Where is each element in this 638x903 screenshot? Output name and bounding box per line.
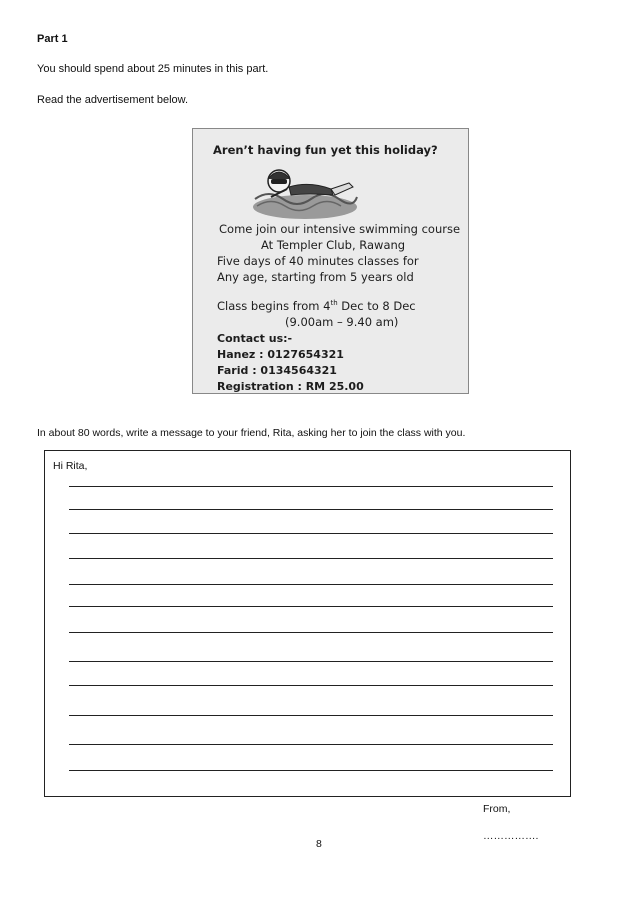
task-instruction: In about 80 words, write a message to your friend, Rita, asking her to join the class with you. bbox=[37, 427, 466, 439]
instruction-time: You should spend about 25 minutes in this part. bbox=[37, 63, 269, 75]
class-begin-text: Class begins from 4 bbox=[217, 299, 331, 313]
advert-contact-label: Contact us:- bbox=[217, 332, 293, 345]
signoff-from: From, bbox=[483, 803, 511, 815]
instruction-read: Read the advertisement below. bbox=[37, 94, 189, 106]
advert-class-dates bbox=[217, 299, 416, 313]
writing-line bbox=[69, 685, 553, 686]
writing-line bbox=[69, 632, 553, 633]
writing-line bbox=[69, 744, 553, 745]
writing-line bbox=[69, 606, 553, 607]
advertisement bbox=[192, 128, 469, 394]
class-begin-sup: th bbox=[330, 299, 338, 308]
advert-line-2: At Templer Club, Rawang bbox=[261, 238, 406, 252]
advert-headline: Aren’t having fun yet this holiday? bbox=[213, 143, 438, 157]
advert-line-3: Five days of 40 minutes classes for bbox=[217, 254, 419, 268]
swimmer-cartoon-icon bbox=[249, 159, 359, 221]
writing-line bbox=[69, 584, 553, 585]
class-begin-post: Dec to 8 Dec bbox=[337, 299, 416, 313]
writing-box[interactable] bbox=[44, 450, 571, 797]
writing-line bbox=[69, 486, 553, 487]
advert-line-1: Come join our intensive swimming course bbox=[219, 222, 461, 236]
signoff-dots: ……………. bbox=[483, 830, 539, 842]
writing-line bbox=[69, 715, 553, 716]
advert-contact-hanez: Hanez : 0127654321 bbox=[217, 348, 344, 361]
advert-registration: Registration : RM 25.00 bbox=[217, 380, 364, 393]
writing-line bbox=[69, 533, 553, 534]
writing-line bbox=[69, 509, 553, 510]
writing-line bbox=[69, 770, 553, 771]
advert-contact-farid: Farid : 0134564321 bbox=[217, 364, 337, 377]
page-number: 8 bbox=[316, 838, 322, 850]
advert-line-4: Any age, starting from 5 years old bbox=[217, 270, 414, 284]
advert-class-time: (9.00am – 9.40 am) bbox=[285, 315, 399, 329]
writing-line bbox=[69, 661, 553, 662]
part-heading: Part 1 bbox=[37, 33, 68, 45]
writing-line bbox=[69, 558, 553, 559]
greeting: Hi Rita, bbox=[53, 460, 88, 472]
